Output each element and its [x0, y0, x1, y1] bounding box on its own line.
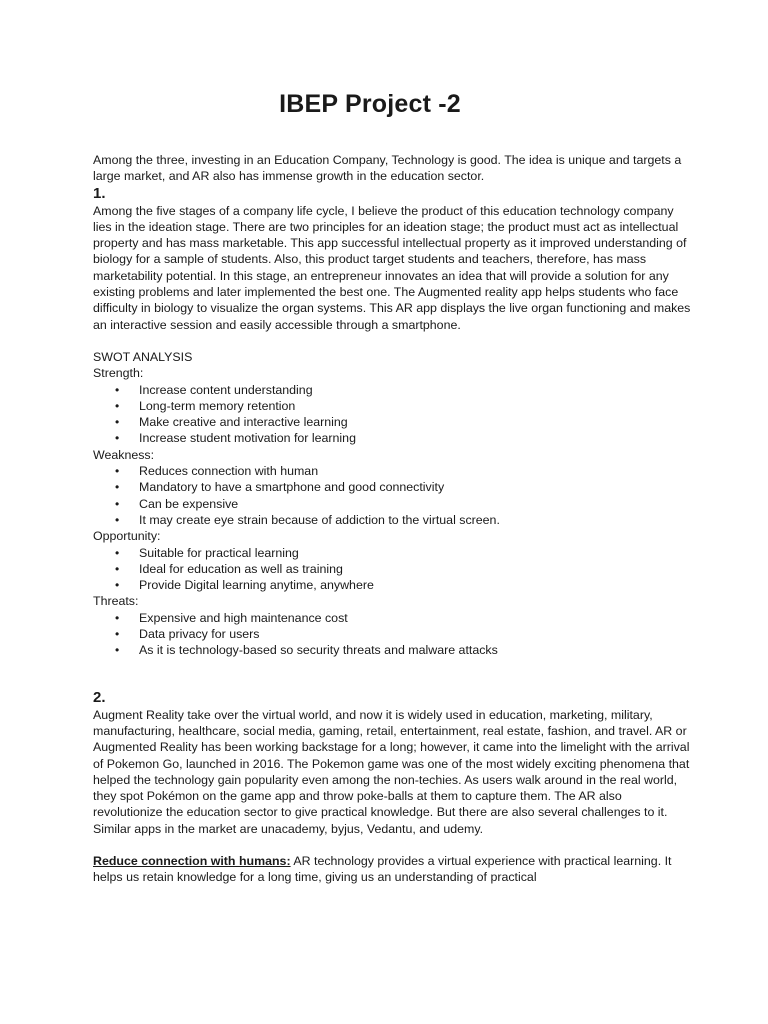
list-item: • Increase student motivation for learning [93, 430, 693, 446]
list-item: • It may create eye strain because of addiction to the virtual screen. [93, 512, 693, 528]
page-title: IBEP Project -2 [279, 90, 461, 118]
list-item: • Provide Digital learning anytime, anywhere [93, 577, 693, 593]
swot-heading: SWOT ANALYSIS [93, 349, 193, 364]
section-2-subsection [93, 853, 693, 886]
strength-list [93, 382, 693, 447]
threats-label: Threats: [93, 594, 139, 609]
list-item: • Long-term memory retention [93, 398, 693, 414]
section-1-paragraph: Among the five stages of a company life cycle, I believe the product of this education technology company lies in the ideation stage. There are two principles for an ideation stage; the product must act as intellectual property and has mass marketable. This app successful intellectual property as it improved understanding of biology for a sample of students. Also, this product target students and teachers, therefore, has mass marketability potential. In this stage, an entrepreneur innovates an idea that will provide a solution for any existing problems and later implemented the best one. The Augmented reality app helps students who face difficulty in biology to visualize the organ systems. This AR app displays the live organ functioning and makes an interactive session and easily accessible through a smartphone. [93, 203, 691, 332]
strength-label: Strength: [93, 366, 144, 381]
intro-paragraph: Among the three, investing in an Education Company, Technology is good. The idea is unique and targets a large market, and AR also has immense growth in the education sector. [93, 153, 682, 184]
section-1-number: 1. [93, 184, 106, 202]
opportunity-list [93, 545, 693, 594]
section-2-number: 2. [93, 688, 106, 706]
list-item: • Can be expensive [93, 496, 693, 512]
list-item: • Make creative and interactive learning [93, 414, 693, 430]
list-item: • Suitable for practical learning [93, 545, 693, 561]
list-item: • Increase content understanding [93, 382, 693, 398]
section-2-paragraph: Augment Reality take over the virtual world, and now it is widely used in education, marketing, military, manufacturing, healthcare, social media, gaming, retail, entertainment, real estate, fashion, and travel. AR or Augmented Reality has been working backstage for a long; however, it came into the limelight with the arrival of Pokemon Go, launched in 2016. The Pokemon game was one of the most widely exciting phenomena that helped the technology gain popularity even among the non-techies. As users walk around in the real world, they spot Pokémon on the game app and throw poke-balls at them to capture them. The AR also revolutionize the education sector to give practical knowledge. But there are also several challenges to it. Similar apps in the market are unacademy, byjus, Vedantu, and udemy. [93, 707, 690, 836]
threats-list [93, 610, 693, 659]
subsection-text: AR technology provides a virtual experience with practical learning. It helps us retain knowledge for a long time, giving us an understanding of practical [93, 853, 672, 885]
list-item: • As it is technology-based so security threats and malware attacks [93, 642, 693, 658]
list-item: • Expensive and high maintenance cost [93, 610, 693, 626]
weakness-list [93, 463, 693, 528]
list-item: • Mandatory to have a smartphone and good connectivity [93, 479, 693, 495]
opportunity-label: Opportunity: [93, 529, 161, 544]
document-body [93, 152, 693, 886]
list-item: • Reduces connection with human [93, 463, 693, 479]
list-item: • Data privacy for users [93, 626, 693, 642]
list-item: • Ideal for education as well as training [93, 561, 693, 577]
subsection-heading: Reduce connection with humans: [93, 853, 291, 868]
weakness-label: Weakness: [93, 447, 155, 462]
